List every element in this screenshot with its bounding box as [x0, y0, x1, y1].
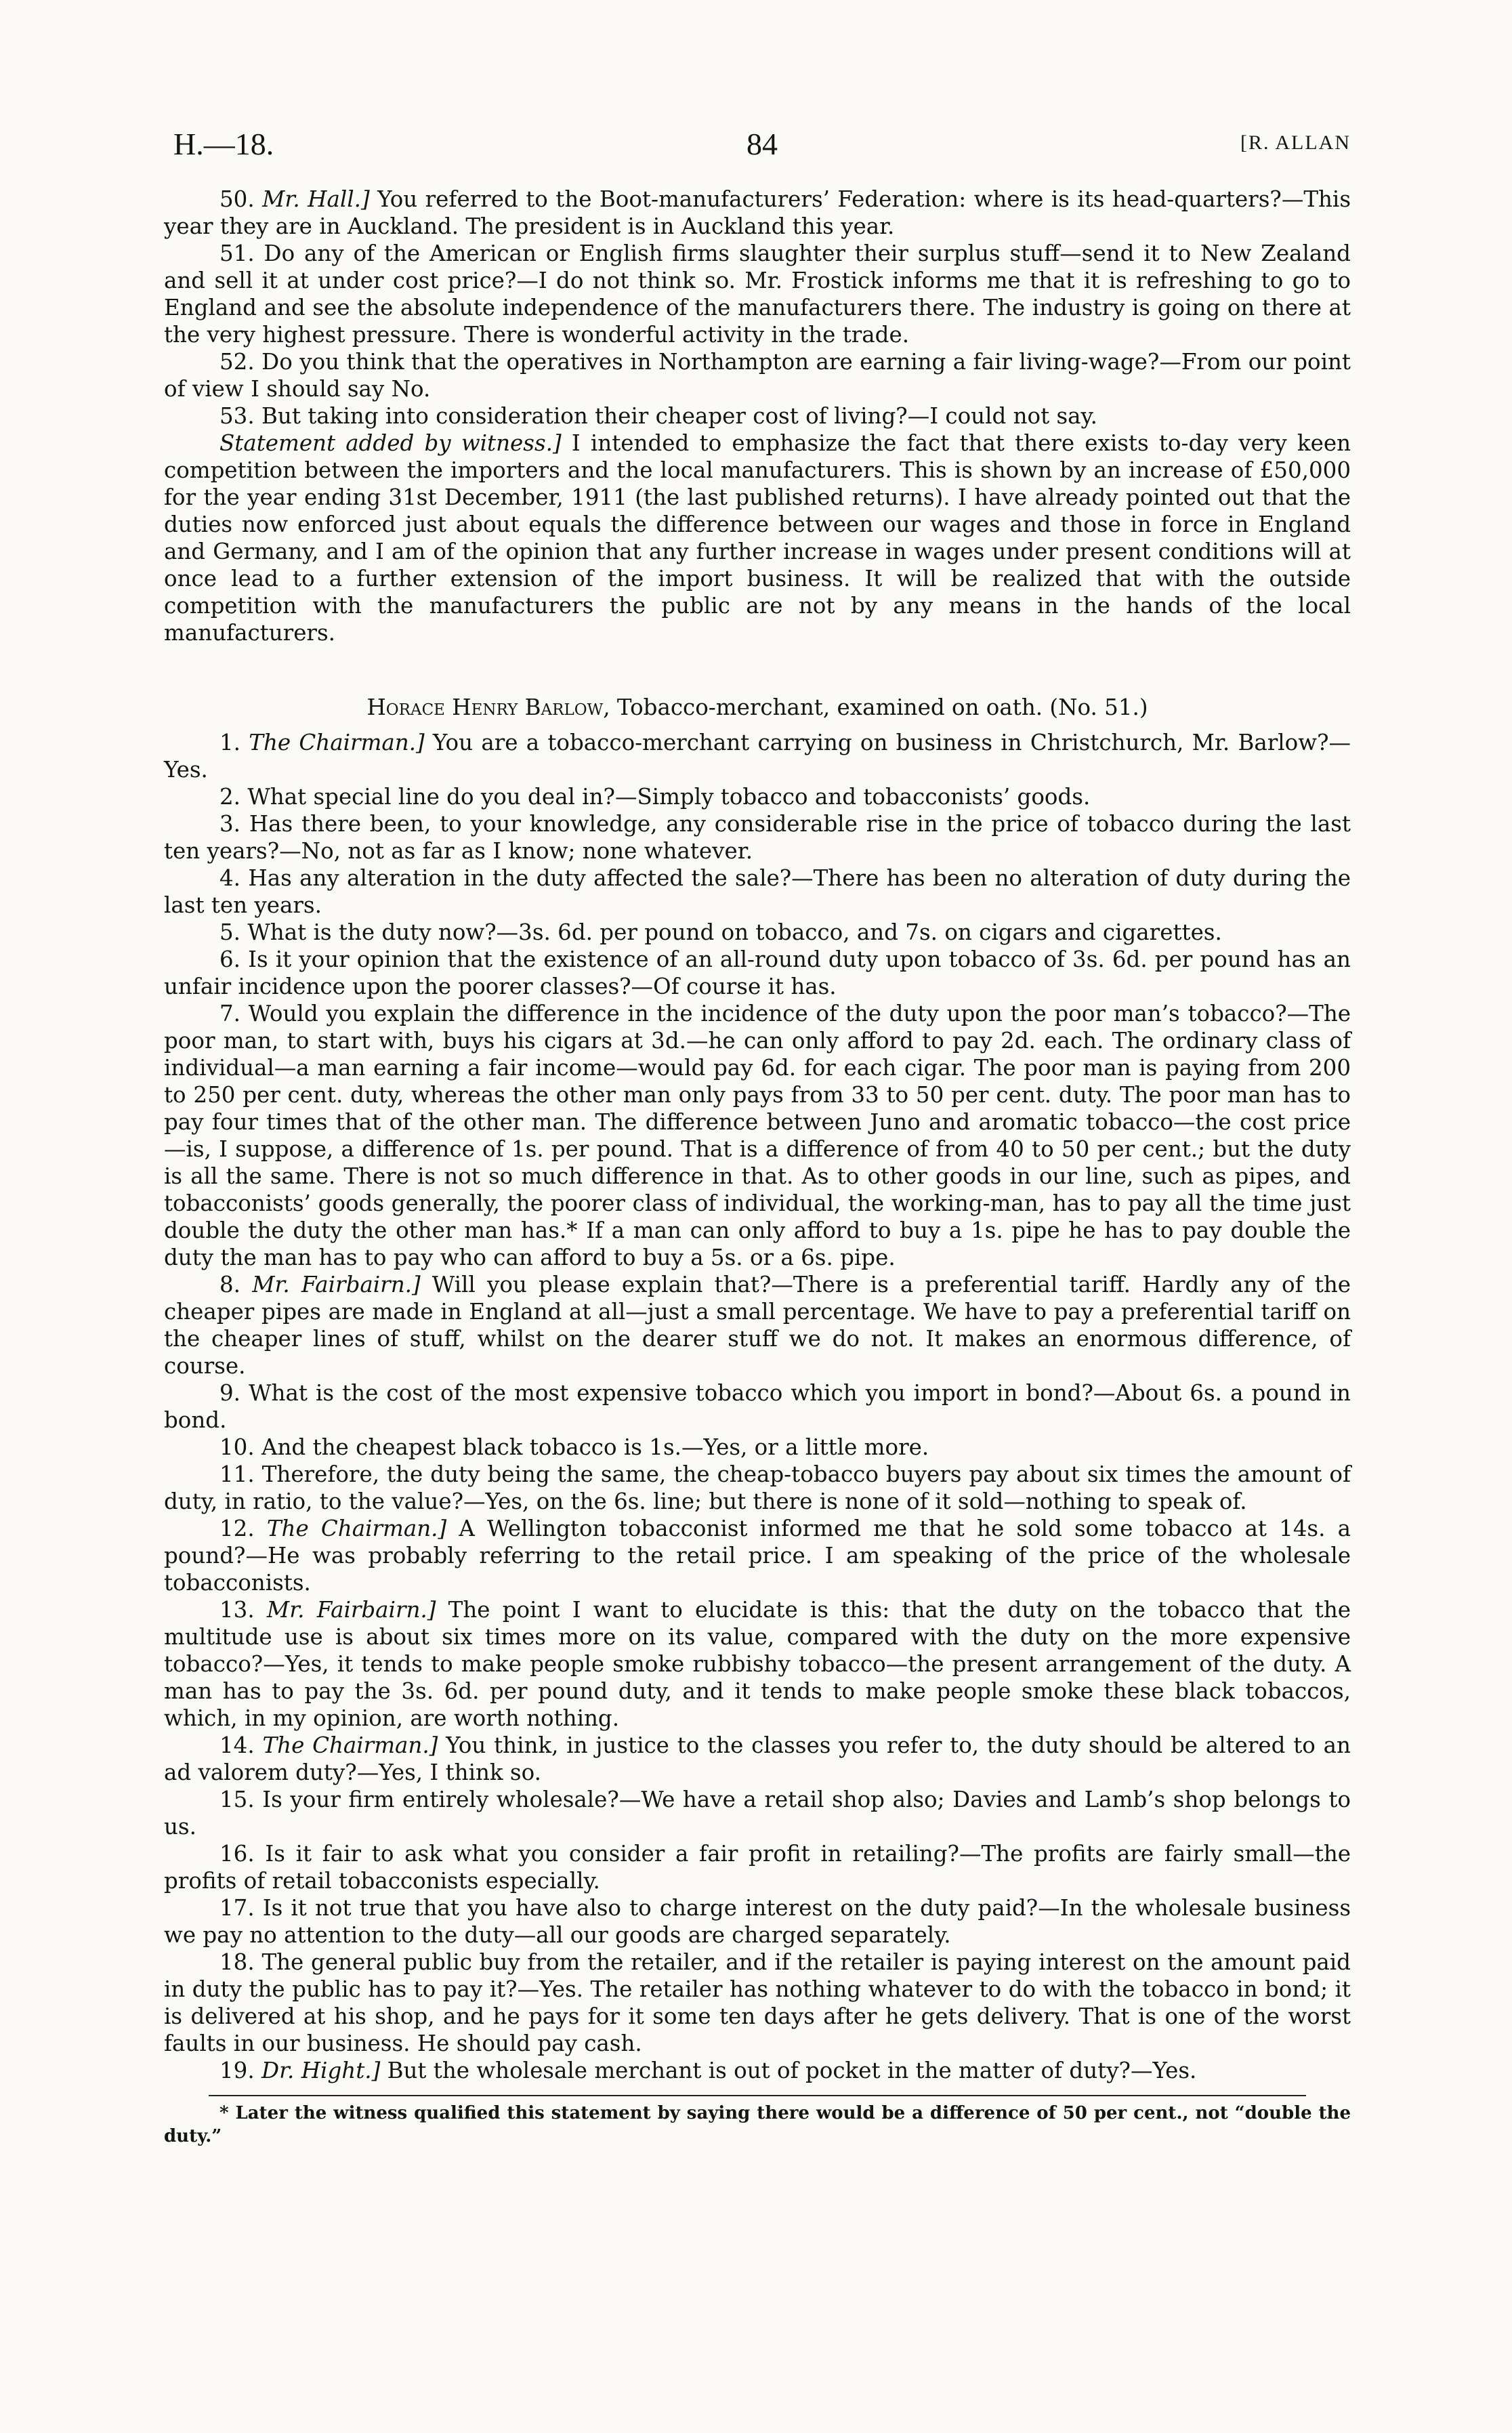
speaker-label: Dr. Hight.] — [261, 2058, 381, 2083]
question-number: 3. — [219, 811, 241, 837]
question-paragraph — [164, 1515, 1351, 1596]
question-paragraph — [164, 348, 1351, 402]
question-text: Do any of the American or English firms slaughter their surplus stuff—send it to New Zealand and sell it at under cost price?—I do not think so. Mr. Frostick informs me that it is refreshing to go to England and see the absolute independence of the manufacturers there. The industry is going on there at the very highest pressure. There is wonderful activity in the trade. — [164, 241, 1351, 348]
question-paragraph — [164, 1949, 1351, 2057]
question-text: Do you think that the operatives in Northampton are earning a fair living-wage?—From our point of view I should say No. — [164, 349, 1351, 402]
question-paragraph — [164, 186, 1351, 240]
question-paragraph — [164, 1840, 1351, 1894]
question-text: Has any alteration in the duty affected the sale?—There has been no alteration of duty during the last ten years. — [164, 865, 1351, 918]
question-paragraph — [164, 919, 1351, 946]
question-paragraph — [164, 865, 1351, 919]
question-text: Would you explain the difference in the incidence of the duty upon the poor man’s tobacco?—The poor man, to start with, buys his cigars at 3d.—he can only afford to pay 2d. each. The ordinary class of individual—a man earning a fair income—would pay 6d. for each cigar. The poor man is paying from 200 to 250 per cent. duty, whereas the other man only pays from 33 to 50 per cent. duty. The poor man has to pay four times that of the other man. The difference between Juno and aromatic tobacco—the cost price—is, I suppose, a difference of 1s. per pound. That is a difference of from 40 to 50 per cent.; but the duty is all the same. There is not so much difference in that. As to other goods in our line, such as pipes, and tobacconists’ goods generally, the poorer class of individual, the working-man, has to pay all the time just double the duty the other man has.* If a man can only afford to buy a 1s. pipe he has to pay double the duty the man has to pay who can afford to buy a 5s. or a 6s. pipe. — [164, 1001, 1351, 1270]
question-text: You referred to the Boot-manufacturers’ Federation: where is its head-quarters?—This year they are in Auckland. The president is in Auckland this year. — [164, 186, 1351, 239]
question-number: 13. — [219, 1597, 255, 1623]
question-number: 17. — [219, 1895, 255, 1921]
question-text: Is it fair to ask what you consider a fair profit in retailing?—The profits are fairly small—the profits of retail tobacconists especially. — [164, 1841, 1351, 1894]
question-paragraph — [164, 1379, 1351, 1434]
witness-name: Horace Henry Barlow — [366, 694, 604, 720]
question-paragraph — [164, 1434, 1351, 1461]
question-text: The general public buy from the retailer, and if the retailer is paying interest on the amount paid in duty the public has to pay it?—Yes. The retailer has nothing whatever to do with the tobacco in bond; it is delivered at his shop, and he pays for it some ten days after he gets delivery. That is one of the worst faults in our business. He should pay cash. — [164, 1949, 1351, 2056]
question-text: What special line do you deal in?—Simply tobacco and tobacconists’ goods. — [247, 784, 1091, 810]
question-number: 7. — [219, 1001, 241, 1026]
question-paragraph — [164, 1786, 1351, 1840]
question-text: And the cheapest black tobacco is 1s.—Yes, or a little more. — [261, 1434, 929, 1460]
question-text: A Wellington tobacconist informed me that he sold some tobacco at 14s. a pound?—He was probably referring to the retail price. I am speaking of the price of the wholesale tobacconists. — [164, 1516, 1351, 1596]
question-number: 51. — [219, 241, 255, 266]
question-text: But the wholesale merchant is out of pocket in the matter of duty?—Yes. — [380, 2058, 1197, 2083]
witness-running-head: [R. ALLAN — [1240, 131, 1351, 154]
question-number: 18. — [219, 1949, 255, 1975]
question-text: You are a tobacco-merchant carrying on business in Christchurch, Mr. Barlow?—Yes. — [164, 730, 1351, 783]
page-header — [164, 119, 1351, 180]
question-text: What is the duty now?—3s. 6d. per pound on tobacco, and 7s. on cigars and cigarettes. — [247, 919, 1222, 945]
question-number: 53. — [219, 403, 255, 429]
question-text: Therefore, the duty being the same, the cheap-tobacco buyers pay about six times the amount of duty, in ratio, to the value?—Yes, on the 6s. line; but there is none of it sold—nothing to speak of. — [164, 1461, 1351, 1514]
question-paragraph — [164, 1596, 1351, 1732]
question-text: I intended to emphasize the fact that there exists to-day very keen competition between the importers and the local manufacturers. This is shown by an increase of £50,000 for the year ending 31st December, 1911 (the last published returns). I have already pointed out that the duties now enforced just about equals the difference between our wages and those in force in England and Germany, and I am of the opinion that any further increase in wages under present conditions will at once lead to a further extension of the import business. It will be realized that with the outside competition with the manufacturers the public are not by any means in the hands of the local manufacturers. — [164, 430, 1351, 646]
question-text: What is the cost of the most expensive tobacco which you import in bond?—About 6s. a pound in bond. — [164, 1380, 1351, 1433]
footnote-divider — [209, 2095, 1306, 2096]
testimony-section-barlow — [164, 729, 1351, 2084]
question-paragraph — [164, 946, 1351, 1000]
speaker-label: The Chairman.] — [249, 730, 425, 755]
question-text: You think, in justice to the classes you refer to, the duty should be altered to an ad valorem duty?—Yes, I think so. — [164, 1732, 1351, 1785]
question-number: 19. — [219, 2058, 255, 2083]
question-text: Will you please explain that?—There is a preferential tariff. Hardly any of the cheaper pipes are made in England at all—just a small percentage. We have to pay a preferential tariff on the cheaper lines of stuff, whilst on the dearer stuff we do not. It makes an enormous difference, of course. — [164, 1272, 1351, 1379]
question-paragraph — [164, 1000, 1351, 1271]
question-paragraph — [164, 1732, 1351, 1786]
question-number: 5. — [219, 919, 241, 945]
testimony-section-allan — [164, 186, 1351, 646]
speaker-label: The Chairman.] — [262, 1732, 438, 1758]
question-paragraph — [164, 240, 1351, 348]
question-paragraph — [164, 729, 1351, 783]
speaker-label: Mr. Hall.] — [262, 186, 370, 212]
question-number: 15. — [219, 1787, 255, 1812]
question-number: 9. — [219, 1380, 241, 1406]
question-text: Has there been, to your knowledge, any considerable rise in the price of tobacco during the last ten years?—No, not as far as I know; none whatever. — [164, 811, 1351, 864]
question-number: 6. — [219, 947, 241, 972]
speaker-label: Mr. Fairbairn.] — [252, 1272, 421, 1297]
question-text: Is it not true that you have also to charge interest on the duty paid?—In the wholesale business we pay no attention to the duty—all our goods are charged separately. — [164, 1895, 1351, 1948]
question-number: 52. — [219, 349, 255, 375]
question-paragraph — [164, 402, 1351, 430]
question-number: 12. — [219, 1516, 255, 1541]
question-number: 50. — [219, 186, 255, 212]
footnote: * Later the witness qualified this statement by saying there would be a difference of 50 per cent., not “double the duty.” — [164, 2103, 1351, 2146]
document-page — [164, 119, 1351, 2148]
question-text: But taking into consideration their cheaper cost of living?—I could not say. — [261, 403, 1097, 429]
witness-heading — [164, 694, 1351, 721]
question-number: 4. — [219, 865, 241, 891]
question-text: The point I want to elucidate is this: that the duty on the tobacco that the multitude use is about six times more on its value, compared with the duty on the more expensive tobacco?—Yes, it tends to make people smoke rubbishy tobacco—the present arrangement of the duty. A man has to pay the 3s. 6d. per pound duty, and it tends to make people smoke these black tobaccos, which, in my opinion, are worth nothing. — [164, 1597, 1351, 1731]
page-number: 84 — [747, 127, 778, 161]
question-text: Is your firm entirely wholesale?—We have a retail shop also; Davies and Lamb’s shop belongs to us. — [164, 1787, 1351, 1839]
question-number: 1. — [219, 730, 241, 755]
question-paragraph — [164, 1461, 1351, 1515]
question-paragraph — [164, 783, 1351, 810]
question-paragraph — [164, 1894, 1351, 1949]
speaker-label: Statement added by witness.] — [219, 430, 562, 456]
witness-description: , Tobacco-merchant, examined on oath. (No. 51.) — [603, 694, 1148, 720]
question-paragraph — [164, 1271, 1351, 1379]
question-number: 8. — [219, 1272, 241, 1297]
question-paragraph — [164, 810, 1351, 865]
speaker-label: Mr. Fairbairn.] — [266, 1597, 436, 1623]
question-number: 11. — [219, 1461, 255, 1487]
question-paragraph — [164, 430, 1351, 646]
speaker-label: The Chairman.] — [266, 1516, 447, 1541]
question-number: 14. — [219, 1732, 255, 1758]
question-text: Is it your opinion that the existence of an all-round duty upon tobacco of 3s. 6d. per pound has an unfair incidence upon the poorer classes?—Of course it has. — [164, 947, 1351, 999]
question-number: 2. — [219, 784, 241, 810]
question-number: 10. — [219, 1434, 255, 1460]
document-reference: H.—18. — [173, 127, 274, 161]
question-paragraph — [164, 2057, 1351, 2084]
question-number: 16. — [219, 1841, 255, 1867]
